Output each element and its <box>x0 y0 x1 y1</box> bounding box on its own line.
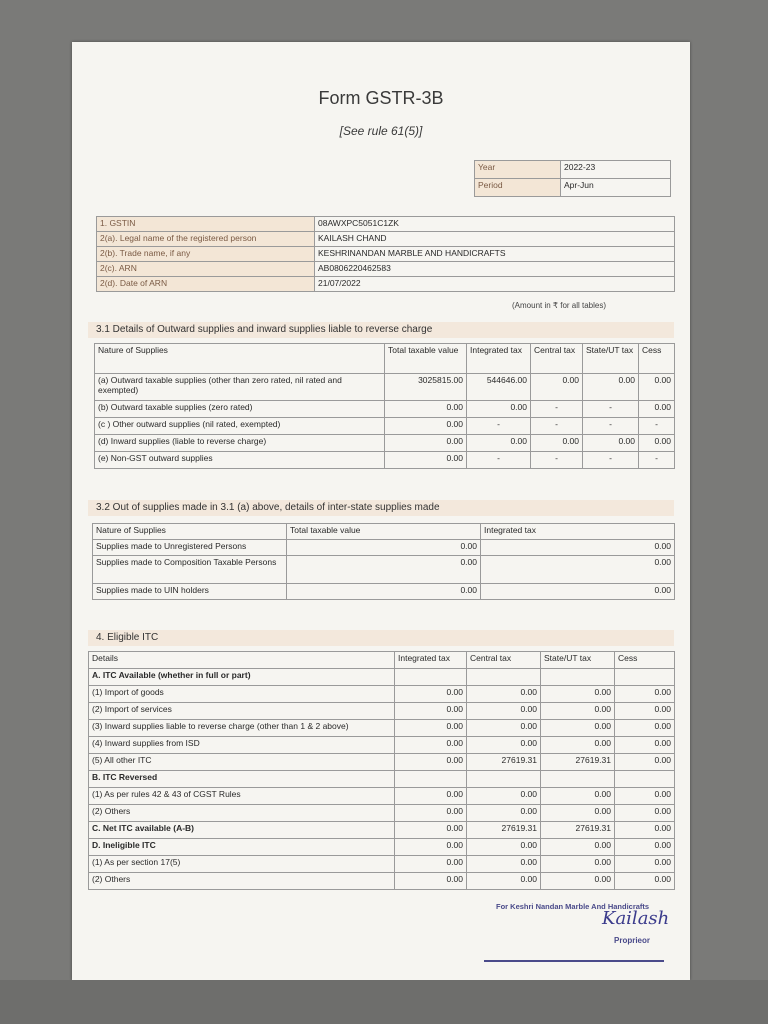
section-4-title: 4. Eligible ITC <box>88 630 674 646</box>
table-row <box>89 822 675 839</box>
table-row <box>95 374 675 401</box>
section-3-1-table <box>94 343 675 469</box>
table-row <box>95 452 675 469</box>
cell-value: 0.00 <box>615 822 675 839</box>
cell-value: 0.00 <box>467 839 541 856</box>
cell-value: 0.00 <box>531 374 583 401</box>
form-title: Form GSTR-3B <box>318 88 444 108</box>
column-header: Central tax <box>467 652 541 669</box>
cell-value: 0.00 <box>467 805 541 822</box>
cell-value: 0.00 <box>467 435 531 452</box>
detail-value: KESHRINANDAN MARBLE AND HANDICRAFTS <box>315 247 675 262</box>
period-value: 2022-23 <box>561 161 671 179</box>
amount-note: (Amount in ₹ for all tables) <box>512 301 607 310</box>
cell-value: 0.00 <box>287 556 481 584</box>
cell-value: - <box>639 452 675 469</box>
row-label: (1) As per rules 42 & 43 of CGST Rules <box>89 788 395 805</box>
cell-value: 0.00 <box>531 435 583 452</box>
column-header: Cess <box>639 344 675 374</box>
document-page <box>72 42 690 980</box>
cell-value <box>467 669 541 686</box>
cell-value: 0.00 <box>467 703 541 720</box>
column-header: Cess <box>615 652 675 669</box>
cell-value: - <box>583 418 639 435</box>
cell-value: 27619.31 <box>541 822 615 839</box>
cell-value: 27619.31 <box>467 754 541 771</box>
table-row <box>89 788 675 805</box>
detail-label: 2(d). Date of ARN <box>97 277 315 292</box>
section-3-1-title: 3.1 Details of Outward supplies and inward supplies liable to reverse charge <box>88 322 674 338</box>
table-row <box>89 873 675 890</box>
row-label: (1) Import of goods <box>89 686 395 703</box>
row-label: (c ) Other outward supplies (nil rated, exempted) <box>95 418 385 435</box>
table-row <box>95 435 675 452</box>
cell-value: 0.00 <box>395 703 467 720</box>
table-row <box>95 418 675 435</box>
cell-value <box>541 669 615 686</box>
row-label: Supplies made to Composition Taxable Persons <box>93 556 287 584</box>
period-label: Year <box>475 161 561 179</box>
cell-value: 0.00 <box>639 401 675 418</box>
cell-value: 0.00 <box>385 452 467 469</box>
cell-value: - <box>639 418 675 435</box>
column-header: State/UT tax <box>583 344 639 374</box>
row-label: Supplies made to UIN holders <box>93 584 287 600</box>
cell-value: 0.00 <box>541 686 615 703</box>
period-value: Apr-Jun <box>561 179 671 197</box>
cell-value: 0.00 <box>395 720 467 737</box>
cell-value: 0.00 <box>541 839 615 856</box>
cell-value: 0.00 <box>615 737 675 754</box>
detail-label: 2(b). Trade name, if any <box>97 247 315 262</box>
row-label: (a) Outward taxable supplies (other than zero rated, nil rated and exempted) <box>95 374 385 401</box>
cell-value: 0.00 <box>467 873 541 890</box>
table-row <box>89 856 675 873</box>
cell-value: 0.00 <box>467 686 541 703</box>
cell-value: 0.00 <box>481 540 675 556</box>
taxpayer-details-table <box>96 216 675 292</box>
table-header-row <box>89 652 675 669</box>
table-row <box>93 556 675 584</box>
row-label: (5) All other ITC <box>89 754 395 771</box>
section-3-2-table <box>92 523 675 600</box>
column-header: Integrated tax <box>467 344 531 374</box>
cell-value: 0.00 <box>639 435 675 452</box>
cell-value: 0.00 <box>541 805 615 822</box>
cell-value: 0.00 <box>395 856 467 873</box>
cell-value: 0.00 <box>541 873 615 890</box>
cell-value <box>395 771 467 788</box>
column-header: Details <box>89 652 395 669</box>
period-row <box>475 179 671 197</box>
row-label: (e) Non-GST outward supplies <box>95 452 385 469</box>
column-header: Total taxable value <box>287 524 481 540</box>
cell-value: 0.00 <box>615 686 675 703</box>
row-label: C. Net ITC available (A-B) <box>89 822 395 839</box>
cell-value: 0.00 <box>395 737 467 754</box>
column-header: Total taxable value <box>385 344 467 374</box>
detail-value: 21/07/2022 <box>315 277 675 292</box>
signature-handwritten: Kailash <box>602 908 670 929</box>
detail-value: AB0806220462583 <box>315 262 675 277</box>
row-label: A. ITC Available (whether in full or part) <box>89 669 395 686</box>
section-4-table <box>88 651 675 890</box>
table-header-row <box>95 344 675 374</box>
detail-label: 2(c). ARN <box>97 262 315 277</box>
table-row <box>89 771 675 788</box>
cell-value: 0.00 <box>615 805 675 822</box>
detail-value: 08AWXPC5051C1ZK <box>315 217 675 232</box>
table-row <box>93 584 675 600</box>
table-row <box>89 686 675 703</box>
cell-value: 0.00 <box>541 703 615 720</box>
row-label: Supplies made to Unregistered Persons <box>93 540 287 556</box>
cell-value: 0.00 <box>615 788 675 805</box>
cell-value: - <box>583 452 639 469</box>
table-row <box>89 754 675 771</box>
cell-value: 0.00 <box>385 401 467 418</box>
row-label: (2) Others <box>89 805 395 822</box>
cell-value: 0.00 <box>481 584 675 600</box>
row-label: (2) Import of services <box>89 703 395 720</box>
cell-value: 0.00 <box>541 856 615 873</box>
cell-value: 0.00 <box>481 556 675 584</box>
cell-value: 0.00 <box>541 788 615 805</box>
cell-value: 27619.31 <box>467 822 541 839</box>
row-label: D. Ineligible ITC <box>89 839 395 856</box>
row-label: (3) Inward supplies liable to reverse charge (other than 1 & 2 above) <box>89 720 395 737</box>
cell-value: 27619.31 <box>541 754 615 771</box>
cell-value: 0.00 <box>615 720 675 737</box>
column-header: Nature of Supplies <box>95 344 385 374</box>
cell-value: 0.00 <box>395 873 467 890</box>
cell-value: - <box>467 418 531 435</box>
cell-value: - <box>531 401 583 418</box>
cell-value <box>467 771 541 788</box>
cell-value: - <box>531 418 583 435</box>
row-label: B. ITC Reversed <box>89 771 395 788</box>
cell-value: 0.00 <box>395 805 467 822</box>
cell-value: 0.00 <box>467 788 541 805</box>
column-header: Integrated tax <box>395 652 467 669</box>
detail-label: 1. GSTIN <box>97 217 315 232</box>
cell-value: 0.00 <box>467 737 541 754</box>
column-header: State/UT tax <box>541 652 615 669</box>
cell-value: 0.00 <box>467 720 541 737</box>
row-label: (2) Others <box>89 873 395 890</box>
column-header: Nature of Supplies <box>93 524 287 540</box>
cell-value: 0.00 <box>615 754 675 771</box>
cell-value: 0.00 <box>395 788 467 805</box>
signature-line <box>484 960 664 962</box>
period-label: Period <box>475 179 561 197</box>
table-row <box>89 703 675 720</box>
cell-value <box>395 669 467 686</box>
period-table <box>474 160 671 197</box>
cell-value: 0.00 <box>385 418 467 435</box>
cell-value: 0.00 <box>287 584 481 600</box>
table-row <box>89 720 675 737</box>
detail-value: KAILASH CHAND <box>315 232 675 247</box>
cell-value <box>541 771 615 788</box>
table-row <box>95 401 675 418</box>
cell-value: 0.00 <box>541 737 615 754</box>
cell-value: 0.00 <box>615 839 675 856</box>
cell-value: 0.00 <box>395 754 467 771</box>
cell-value: 0.00 <box>467 856 541 873</box>
cell-value: - <box>467 452 531 469</box>
table-row <box>93 540 675 556</box>
cell-value <box>615 771 675 788</box>
table-row <box>89 737 675 754</box>
cell-value: 0.00 <box>615 703 675 720</box>
cell-value: - <box>583 401 639 418</box>
cell-value: 0.00 <box>395 686 467 703</box>
row-label: (d) Inward supplies (liable to reverse charge) <box>95 435 385 452</box>
column-header: Integrated tax <box>481 524 675 540</box>
cell-value: 0.00 <box>583 374 639 401</box>
table-row <box>89 805 675 822</box>
detail-label: 2(a). Legal name of the registered person <box>97 232 315 247</box>
cell-value: 0.00 <box>583 435 639 452</box>
form-subtitle: [See rule 61(5)] <box>339 124 423 138</box>
period-row <box>475 161 671 179</box>
row-label: (b) Outward taxable supplies (zero rated) <box>95 401 385 418</box>
signature-company: For Keshri Nandan Marble And Handicrafts <box>496 902 650 911</box>
cell-value: 0.00 <box>287 540 481 556</box>
cell-value: 544646.00 <box>467 374 531 401</box>
cell-value: 0.00 <box>395 839 467 856</box>
table-row <box>89 669 675 686</box>
row-label: (4) Inward supplies from ISD <box>89 737 395 754</box>
column-header: Central tax <box>531 344 583 374</box>
cell-value: 0.00 <box>639 374 675 401</box>
cell-value: 0.00 <box>467 401 531 418</box>
cell-value <box>615 669 675 686</box>
signature-title: Proprieor <box>614 936 651 945</box>
cell-value: 0.00 <box>541 720 615 737</box>
cell-value: 0.00 <box>615 856 675 873</box>
table-row <box>89 839 675 856</box>
cell-value: 0.00 <box>395 822 467 839</box>
section-3-2-title: 3.2 Out of supplies made in 3.1 (a) above, details of inter-state supplies made <box>88 500 674 516</box>
cell-value: 0.00 <box>615 873 675 890</box>
background-surface <box>0 980 768 1024</box>
cell-value: 0.00 <box>385 435 467 452</box>
cell-value: - <box>531 452 583 469</box>
table-header-row <box>93 524 675 540</box>
cell-value: 3025815.00 <box>385 374 467 401</box>
row-label: (1) As per section 17(5) <box>89 856 395 873</box>
